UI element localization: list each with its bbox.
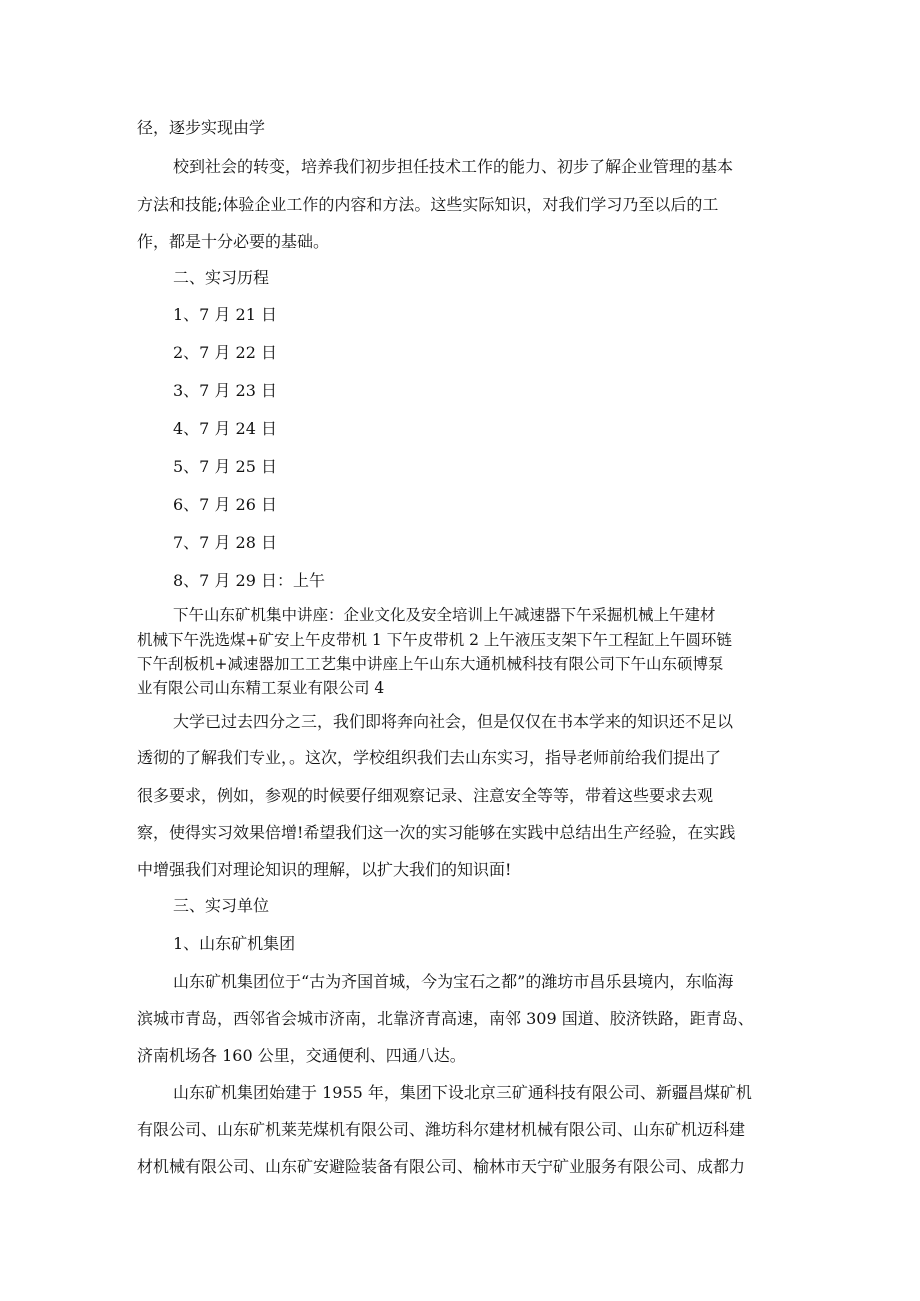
paragraph-line: 下午山东矿机集中讲座：企业文化及安全培训上午减速器下午采掘机械上午建材 (173, 606, 716, 624)
text-line: 察，使得实习效果倍增!希望我们这一次的实习能够在实践中总结出生产经验，在实践 (137, 823, 736, 842)
text-line: 径，逐步实现由学 (137, 118, 266, 137)
text-line: 中增强我们对理论知识的理解，以扩大我们的知识面! (137, 860, 512, 879)
paragraph-line: 山东矿机集团位于“古为齐国首城，今为宝石之都”的潍坊市昌乐县境内，东临海 (173, 972, 734, 991)
text-line: 很多要求，例如，参观的时候要仔细观察记录、注意安全等等，带着这些要求去观 (137, 786, 714, 805)
list-item: 6、7 月 26 日 (173, 495, 277, 514)
text-line: 有限公司、山东矿机莱芜煤机有限公司、潍坊科尔建材机械有限公司、山东矿机迈科建 (137, 1120, 746, 1139)
text-line: 业有限公司山东精工泵业有限公司 4 (137, 679, 385, 697)
list-item: 1、7 月 21 日 (173, 305, 277, 324)
text-line: 机械下午洗选煤+矿安上午皮带机 1 下午皮带机 2 上午液压支架下午工程缸上午圆环链 (137, 631, 732, 649)
text-line: 下午刮板机+减速器加工工艺集中讲座上午山东大通机械科技有限公司下午山东硕博泵 (137, 655, 724, 673)
list-item: 4、7 月 24 日 (173, 419, 277, 438)
list-item: 3、7 月 23 日 (173, 381, 277, 400)
section-heading: 三、实习单位 (173, 896, 270, 915)
text-line: 材机械有限公司、山东矿安避险装备有限公司、榆林市天宁矿业服务有限公司、成都力 (137, 1157, 746, 1176)
text-line: 济南机场各 160 公里，交通便利、四通八达。 (137, 1046, 466, 1065)
list-item: 5、7 月 25 日 (173, 457, 277, 476)
paragraph-line: 校到社会的转变，培养我们初步担任技术工作的能力、初步了解企业管理的基本 (173, 157, 734, 176)
paragraph-line: 大学已过去四分之三，我们即将奔向社会，但是仅仅在书本学来的知识还不足以 (173, 712, 734, 731)
section-heading: 二、实习历程 (173, 268, 270, 287)
text-line: 作，都是十分必要的基础。 (137, 232, 330, 251)
list-item: 7、7 月 28 日 (173, 533, 277, 552)
text-line: 方法和技能;体验企业工作的内容和方法。这些实际知识，对我们学习乃至以后的工 (137, 195, 719, 214)
list-item: 1、山东矿机集团 (173, 934, 296, 953)
list-item: 8、7 月 29 日：上午 (173, 571, 325, 590)
text-line: 透彻的了解我们专业，。这次，学校组织我们去山东实习，指导老师前给我们提出了 (137, 748, 722, 767)
list-item: 2、7 月 22 日 (173, 343, 277, 362)
text-line: 滨城市青岛，西邻省会城市济南，北靠济青高速，南邻 309 国道、胶济铁路，距青岛、 (137, 1009, 754, 1028)
paragraph-line: 山东矿机集团始建于 1955 年，集团下设北京三矿通科技有限公司、新疆昌煤矿机 (173, 1083, 752, 1102)
